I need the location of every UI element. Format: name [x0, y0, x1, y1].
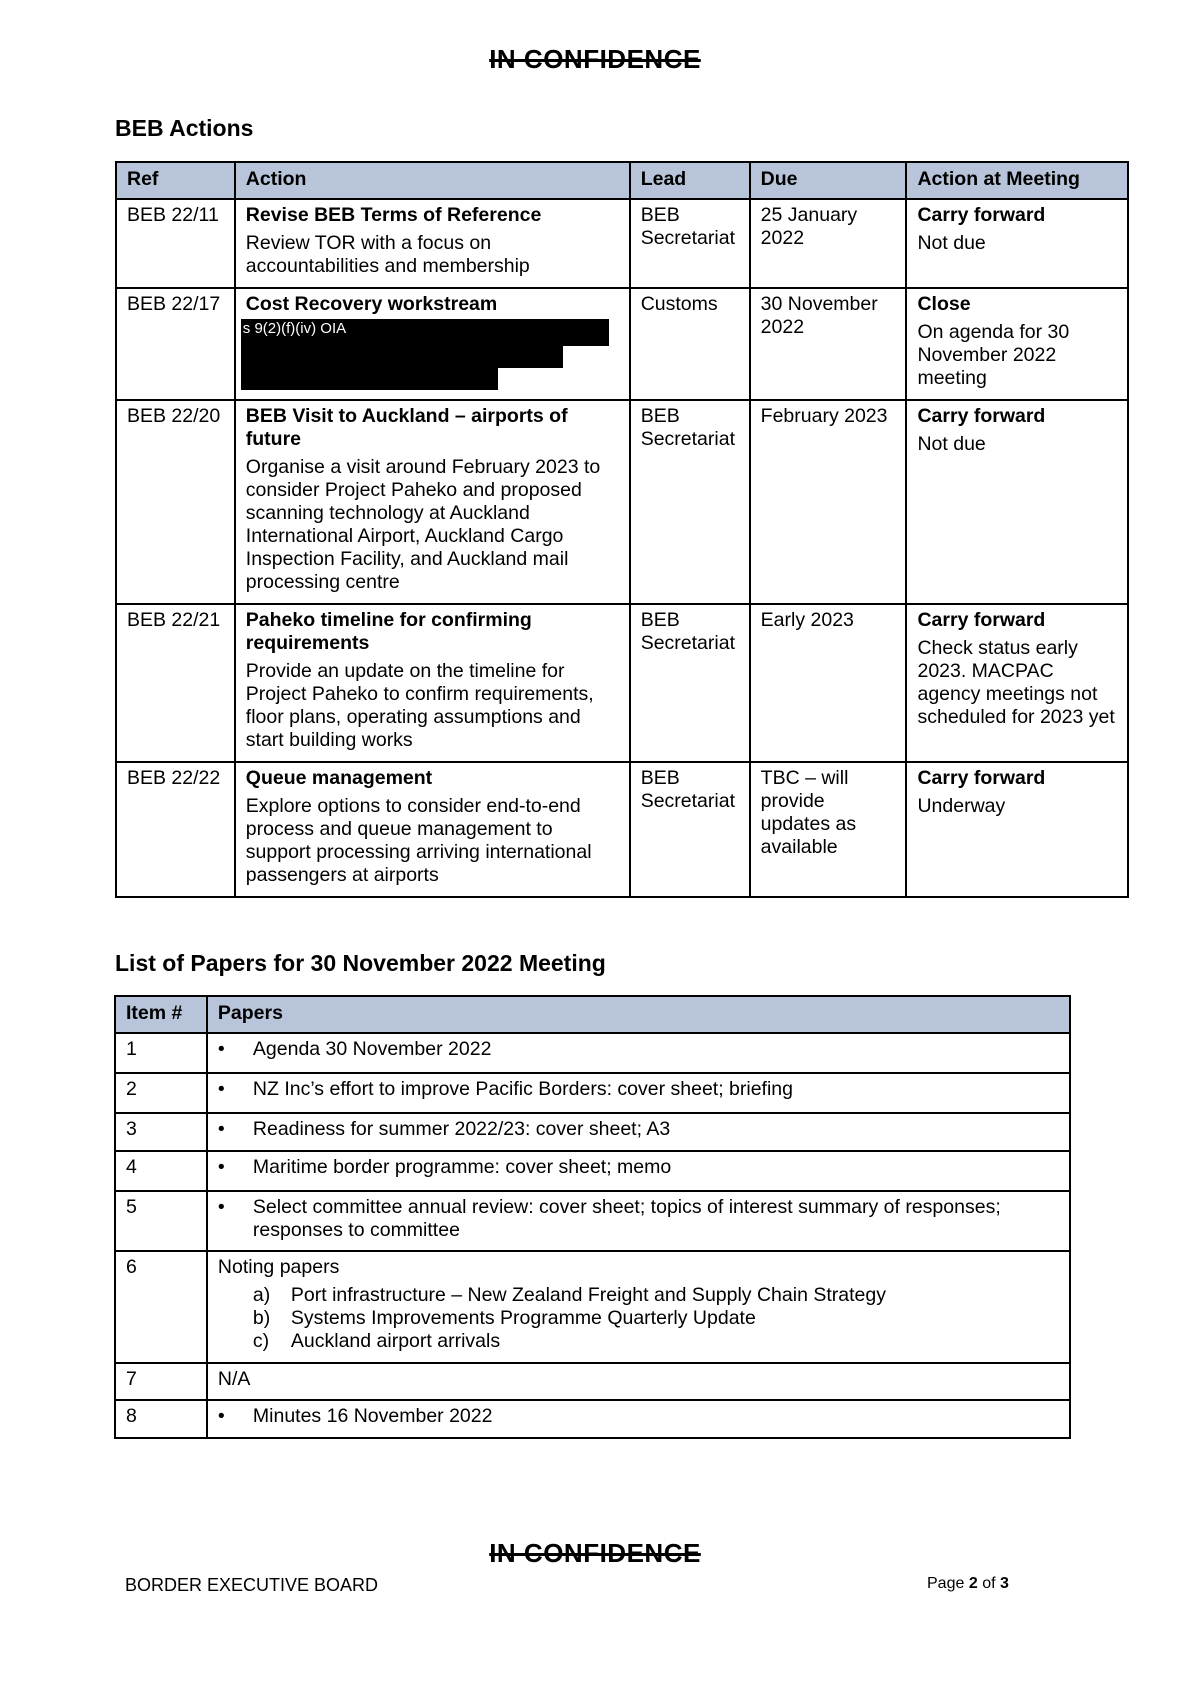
table-row — [116, 288, 1128, 400]
column-header-ref: Ref — [116, 162, 235, 199]
table-row — [115, 1033, 1070, 1073]
paper-text: Maritime border programme: cover sheet; memo — [252, 1156, 672, 1178]
status-label: Carry forward — [917, 609, 1046, 631]
status-cell — [906, 762, 1128, 897]
lead-cell: BEB Secretariat — [630, 199, 750, 288]
table-row — [115, 1363, 1070, 1400]
column-header-item: Item # — [115, 996, 207, 1033]
paper-text: Minutes 16 November 2022 — [252, 1405, 493, 1427]
due-cell: 30 November 2022 — [750, 288, 907, 400]
classification-header: IN CONFIDENCE — [489, 44, 701, 74]
action-cell — [235, 288, 630, 400]
lead-cell: BEB Secretariat — [630, 604, 750, 762]
status-cell — [906, 199, 1128, 288]
table-row — [116, 604, 1128, 762]
table-row — [116, 762, 1128, 897]
noting-papers-list — [253, 1284, 1059, 1353]
list-item — [253, 1330, 1059, 1353]
item-number: 3 — [115, 1113, 207, 1151]
paper-text: Select committee annual review: cover sheet; topics of interest summary of responses; responses to committee — [252, 1196, 1001, 1241]
item-number: 4 — [115, 1151, 207, 1191]
action-title: Revise BEB Terms of Reference — [245, 204, 542, 226]
list-letter: b) — [252, 1307, 271, 1329]
table-row — [116, 199, 1128, 288]
classification-footer: IN CONFIDENCE — [489, 1538, 701, 1568]
action-description: Review TOR with a focus on accountabilities and membership — [245, 232, 530, 277]
bullet-icon: • — [217, 1156, 225, 1178]
bullet-icon: • — [217, 1405, 225, 1427]
lead-cell: BEB Secretariat — [630, 400, 750, 604]
column-header-action-at-meeting: Action at Meeting — [906, 162, 1128, 199]
paper-text: N/A — [217, 1368, 251, 1390]
ref-cell: BEB 22/22 — [116, 762, 235, 897]
status-label: Carry forward — [917, 767, 1046, 789]
table-row — [115, 1191, 1070, 1251]
due-cell: February 2023 — [750, 400, 907, 604]
due-cell: TBC – will provide updates as available — [750, 762, 907, 897]
table-row — [115, 1073, 1070, 1113]
papers-table — [114, 995, 1071, 1439]
table-row — [115, 1400, 1070, 1438]
page-number — [927, 1575, 1009, 1593]
papers-section-title: List of Papers for 30 November 2022 Meeting — [115, 950, 606, 976]
status-note: Underway — [917, 795, 1006, 817]
noting-papers-heading: Noting papers — [217, 1256, 340, 1278]
action-cell — [235, 400, 630, 604]
page-word: Page — [927, 1575, 965, 1592]
paper-cell — [207, 1151, 1070, 1191]
item-number: 1 — [115, 1033, 207, 1073]
due-cell: Early 2023 — [750, 604, 907, 762]
status-label: Carry forward — [917, 204, 1046, 226]
list-item — [253, 1284, 1059, 1307]
bullet-icon: • — [217, 1118, 225, 1140]
status-cell — [906, 604, 1128, 762]
paper-text: Agenda 30 November 2022 — [252, 1038, 492, 1060]
status-cell — [906, 288, 1128, 400]
lead-cell: Customs — [630, 288, 750, 400]
paper-cell — [207, 1073, 1070, 1113]
redaction-label: s 9(2)(f)(iv) OIA — [242, 320, 347, 337]
due-cell: 25 January 2022 — [750, 199, 907, 288]
action-cell — [235, 199, 630, 288]
column-header-papers: Papers — [207, 996, 1070, 1033]
list-text: Systems Improvements Programme Quarterly Update — [290, 1307, 756, 1329]
ref-cell: BEB 22/20 — [116, 400, 235, 604]
item-number: 2 — [115, 1073, 207, 1113]
actions-section-title: BEB Actions — [115, 115, 254, 141]
item-number: 5 — [115, 1191, 207, 1251]
bullet-icon: • — [217, 1078, 225, 1100]
list-text: Auckland airport arrivals — [290, 1330, 501, 1352]
action-title: Paheko timeline for confirming requirements — [245, 609, 532, 654]
action-description: Organise a visit around February 2023 to consider Project Paheko and proposed scanning technology at Auckland International Airport, Auckland Cargo Inspection Facility, and Auckland mail processing centre — [245, 456, 601, 593]
action-cell — [235, 604, 630, 762]
list-letter: a) — [252, 1284, 271, 1306]
action-title: Queue management — [245, 767, 433, 789]
paper-text: Readiness for summer 2022/23: cover sheet; A3 — [252, 1118, 671, 1140]
status-note: On agenda for 30 November 2022 meeting — [917, 321, 1070, 389]
column-header-lead: Lead — [630, 162, 750, 199]
paper-cell — [207, 1191, 1070, 1251]
bullet-icon: • — [217, 1038, 225, 1060]
column-header-due: Due — [750, 162, 907, 199]
actions-header-row — [116, 162, 1128, 199]
item-number: 6 — [115, 1251, 207, 1363]
list-letter: c) — [252, 1330, 270, 1352]
page-of: of — [982, 1575, 996, 1592]
papers-header-row — [115, 996, 1070, 1033]
action-title: Cost Recovery workstream — [245, 293, 498, 315]
ref-cell: BEB 22/21 — [116, 604, 235, 762]
column-header-action: Action — [235, 162, 630, 199]
action-cell — [235, 762, 630, 897]
table-row — [115, 1251, 1070, 1363]
status-label: Carry forward — [917, 405, 1046, 427]
page-total: 3 — [999, 1575, 1009, 1592]
paper-cell — [207, 1033, 1070, 1073]
status-cell — [906, 400, 1128, 604]
table-row — [115, 1113, 1070, 1151]
page-current: 2 — [968, 1575, 978, 1592]
status-note: Check status early 2023. MACPAC agency meetings not scheduled for 2023 yet — [917, 637, 1115, 728]
paper-cell — [207, 1251, 1070, 1363]
actions-table — [115, 161, 1129, 898]
action-description: Provide an update on the timeline for Project Paheko to confirm requirements, floor plans, operating assumptions and start building works — [245, 660, 594, 751]
status-label: Close — [917, 293, 971, 315]
status-note: Not due — [917, 433, 986, 455]
redaction-block — [241, 319, 619, 390]
footer-org-name: BORDER EXECUTIVE BOARD — [125, 1575, 379, 1595]
item-number: 7 — [115, 1363, 207, 1400]
lead-cell: BEB Secretariat — [630, 762, 750, 897]
paper-cell — [207, 1363, 1070, 1400]
action-title: BEB Visit to Auckland – airports of future — [245, 405, 568, 450]
paper-cell — [207, 1113, 1070, 1151]
ref-cell: BEB 22/11 — [116, 199, 235, 288]
table-row — [116, 400, 1128, 604]
item-number: 8 — [115, 1400, 207, 1438]
list-text: Port infrastructure – New Zealand Freight and Supply Chain Strategy — [290, 1284, 886, 1306]
bullet-icon: • — [217, 1196, 225, 1218]
paper-cell — [207, 1400, 1070, 1438]
table-row — [115, 1151, 1070, 1191]
status-note: Not due — [917, 232, 986, 254]
action-description: Explore options to consider end-to-end process and queue management to support processing arriving international passengers at airports — [245, 795, 592, 886]
list-item — [253, 1307, 1059, 1330]
ref-cell: BEB 22/17 — [116, 288, 235, 400]
paper-text: NZ Inc’s effort to improve Pacific Borders: cover sheet; briefing — [252, 1078, 793, 1100]
